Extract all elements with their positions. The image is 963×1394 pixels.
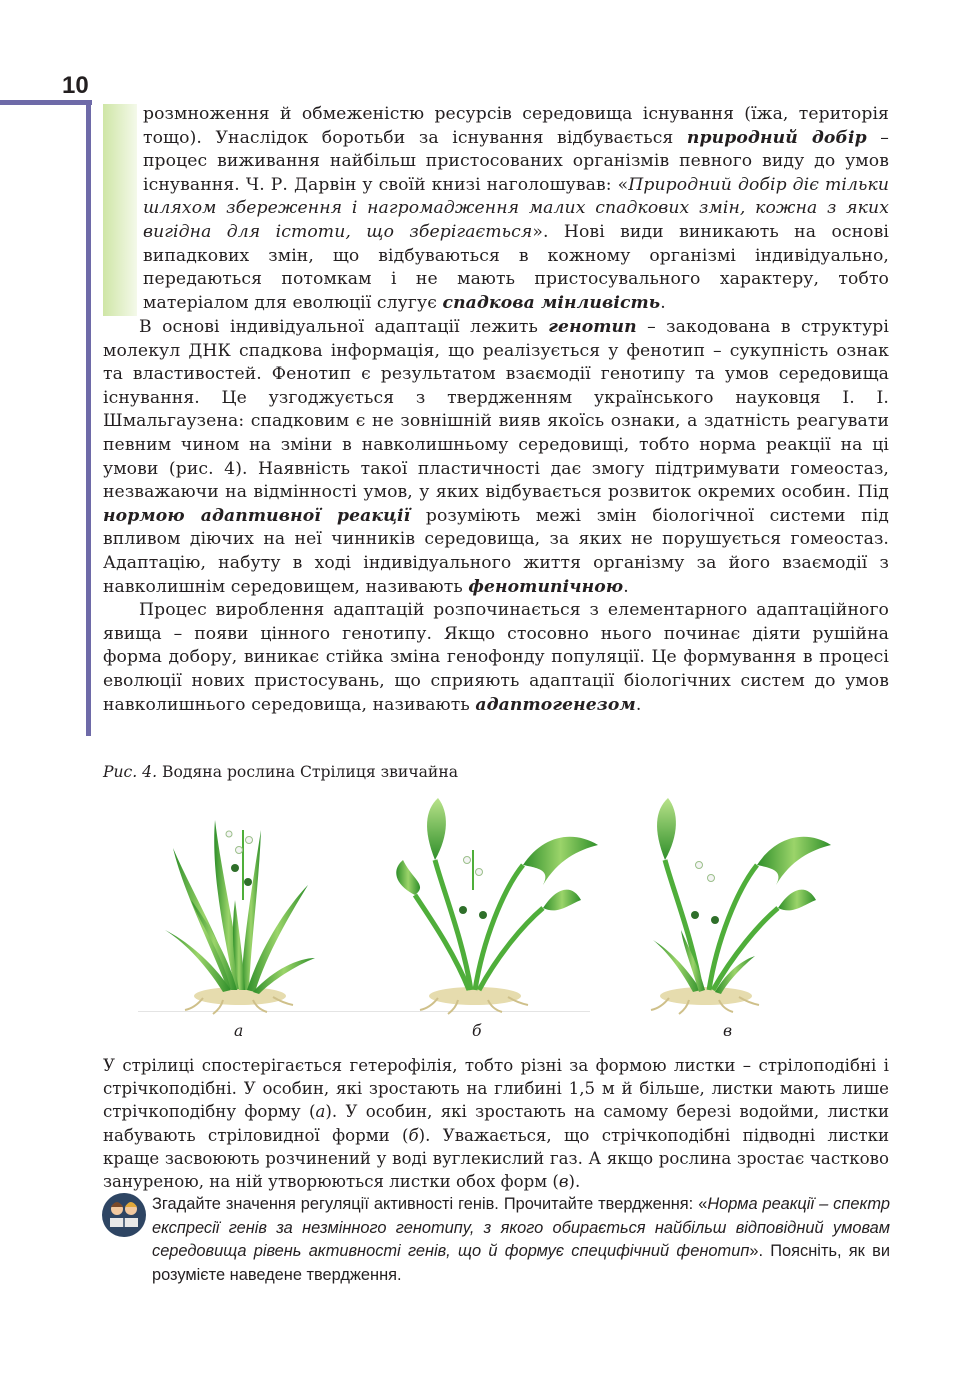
task-question: Згадайте значення регуляції активності генів. Прочитайте твердження: «Норма реакції – спектр експресії генів за незмінного генотипу, з якого обирається найбільш відповідний умовам середовища рівень активності генів, що й формує специфічний фенотип». Поясніть, як ви розумієте наведене твердження. [152,1195,890,1284]
term-adaptogenesis: адаптогенезом [475,694,636,715]
margin-rule [86,100,91,736]
figure-description: У стрілиці спостерігається гетерофілія, тобто різні за формою листки – стрілоподібні і стрічкоподібні. У особин, які зростають на глибині 1,5 м й більше, листки мають лише стрічкоподібну форму (а). У особин, які зростають на самому березі водойми, листки набувають стріловидної форми (б). Уважається, що стрічкоподібні підводні листки краще засвоюють розчинений у воді вуглекислий газ. А якщо рослина зростає частково зануреною, на ній утворюються листки обох форм (в). [103,1056,890,1192]
paragraph-darwin: розмноження й обмеженістю ресурсів середовища існування (їжа, територія тощо). Унаслідок боротьби за існування відбувається природний добір – процес виживання найбільш пристосованих організмів певного виду до умов існування. Ч. Р. Дарвін у своїй книзі наголошував: «Природний добір діє тільки шляхом збереження і нагромадження малих спадкових змін, кожна з яких вигідна для істоти, що зберігається». Нові види виникають на основі випадкових змін, що відбуваються в кожному організмі індивідуально, передаються потомкам і не мають пристосувального характеру, тобто матеріалом для еволюції слугує спадкова мінливість. [143,104,889,313]
figure-label-c: в [723,1022,733,1040]
plant-a-ribbon-leaves [165,820,315,1014]
term-hereditary-variability: спадкова мінливість [442,292,661,313]
paragraph-genotype: В основі індивідуальної адаптації лежить генотип – закодована в структурі молекул ДНК спадкова інформація, що реалізується у фенотип – сукупність ознак та властивостей. Фенотип є результатом взаємодії генотипу та умов середовища існування. Це узгоджується з твердженням українського науковця І. І. Шмальгаузена: спадковим є не зовнішній вияв якоїсь ознаки, а здатність реагувати певним чином на зміни в навколишньому середовищі, тобто норма реакції на ці умови (рис. 4). Наявність такої пластичності дає змогу підтримувати гомеостаз, незважаючи на відмінності умов, у яких відбувається розвиток окремих особин. Під нормою адаптивної реакції розуміють межі змін біологічної системи під впливом діючих на неї чинників середовища, за яких не порушується гомеостаз. Адаптацію, набуту в ході індивідуального життя організму за його взаємодії з навколишнім середовищем, називають фенотипічною. [103,317,889,597]
highlight-bar [103,104,137,316]
paragraph-adaptogenesis: Процес вироблення адаптацій розпочинається з елементарного адаптаційного явища – появи цінного генотипу. Якщо стосовно нього починає діяти рушійна форма добору, виникає стійка зміна генофонду популяції. Це формування в процесі еволюції нових пристосувань, що сприяють адаптації біологічних систем до умов навколишнього середовища, називають адаптогенезом. [103,600,889,715]
figure-label-a: а [234,1022,244,1040]
term-phenotypic: фенотипічною [468,576,624,597]
plant-b-arrow-leaves [396,798,598,1014]
darwin-quote: Природний добір діє тільки шляхом збереження і нагромадження малих спадкових змін, кожна з яких вигідна для істоти, що зберігається [143,174,889,242]
main-text [103,316,889,717]
page-number: 10 [62,72,89,99]
students-reading-icon [101,1192,147,1238]
header-rule [0,100,92,105]
figure-label-b: б [472,1022,482,1040]
term-genotype: генотип [548,317,637,337]
plant-c-mixed-leaves [651,798,831,1014]
term-natural-selection: природний добір [686,127,867,148]
figure-caption: Рис. 4. Водяна рослина Стрілиця звичайна [103,763,459,781]
task-quote: Норма реакції – спектр експресії генів за незмінного генотипу, з якого обирається найбільш відповідний умовам середовища рівень активності генів, що й формує специфічний фенотип [152,1195,890,1261]
term-reaction-norm: нормою адаптивної реакції [103,505,411,526]
arrowhead-plant-figure [103,790,889,1052]
